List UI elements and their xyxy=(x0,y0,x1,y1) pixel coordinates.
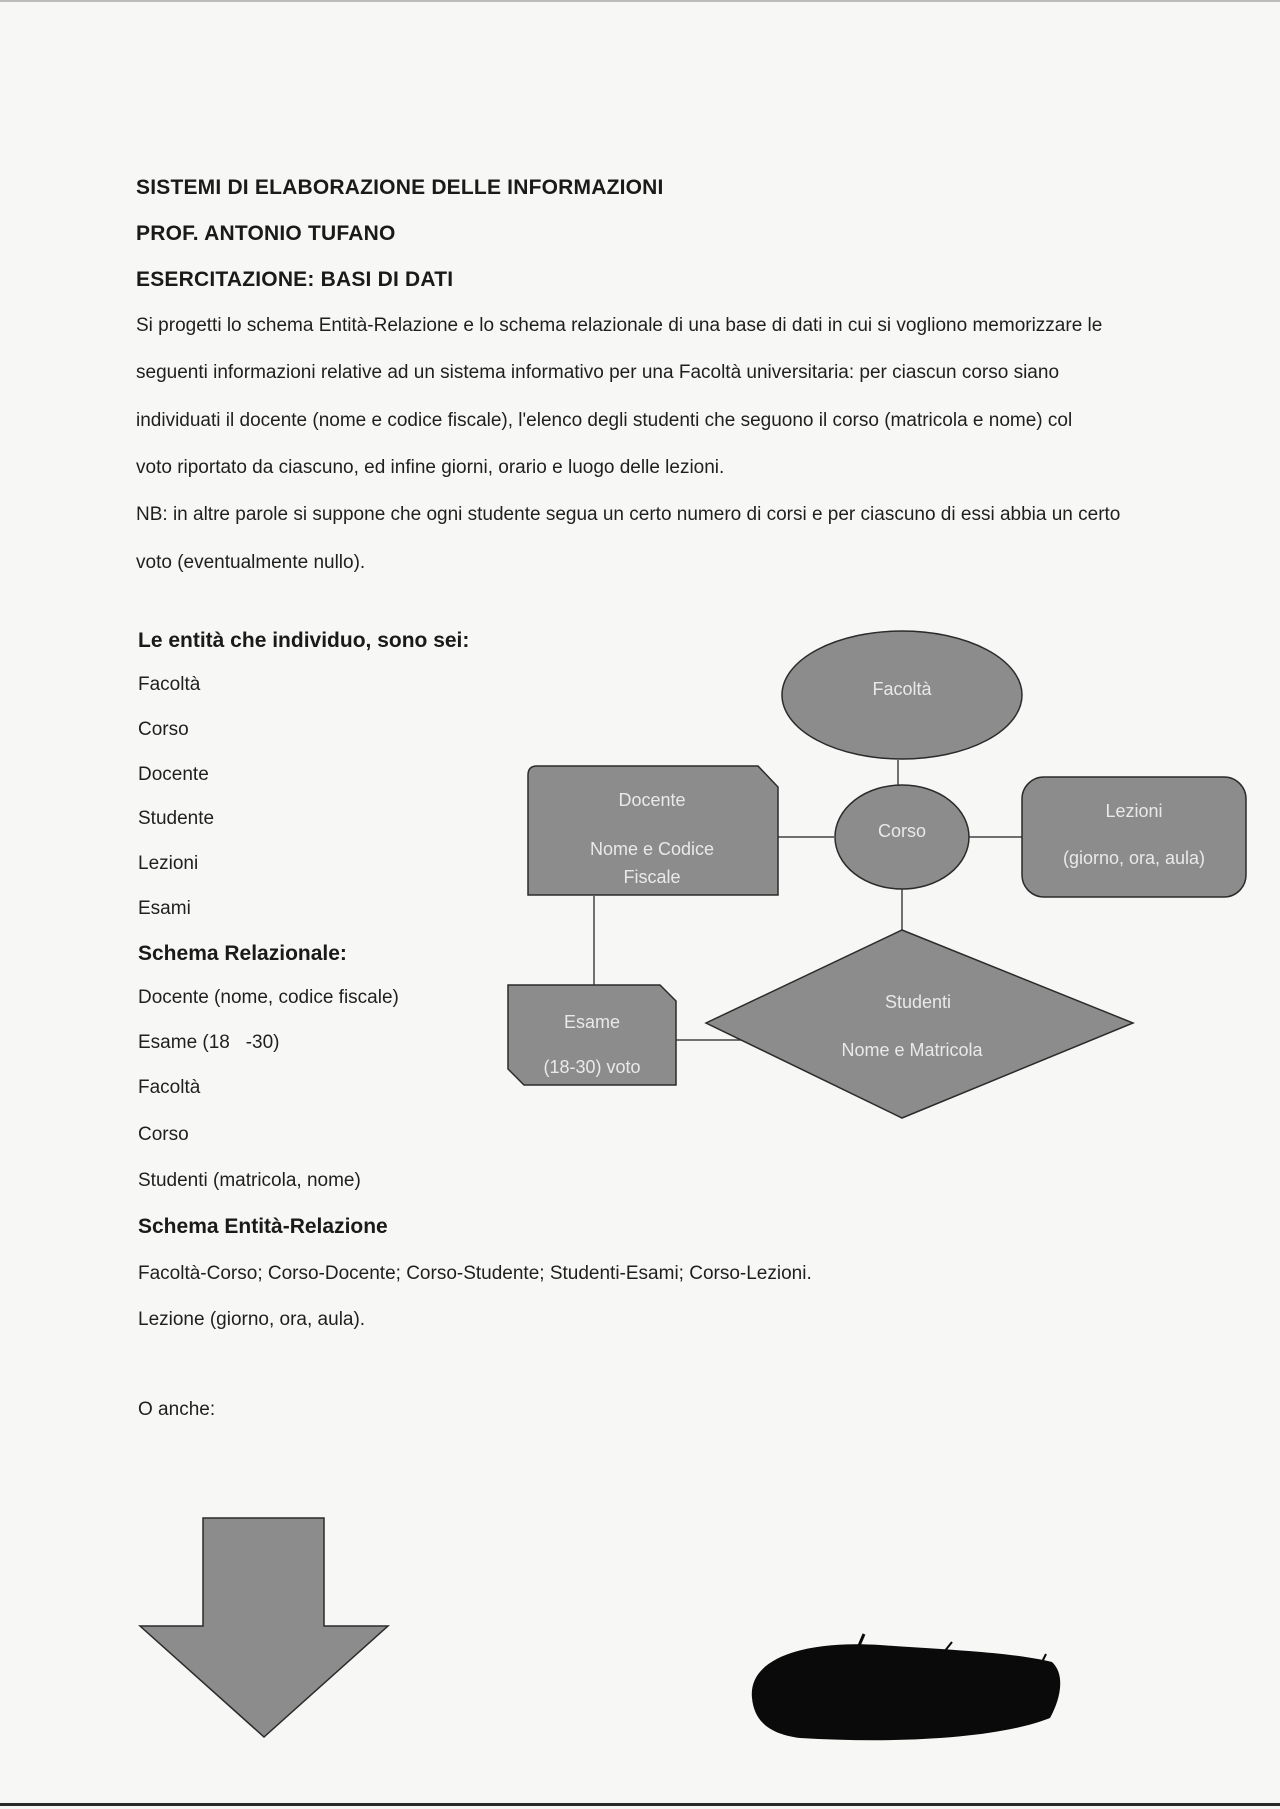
alternative-label: O anche: xyxy=(138,1399,216,1420)
studenti-shape xyxy=(706,930,1133,1118)
docente-attribute: Fiscale xyxy=(623,867,681,887)
relational-item: Esame (18 -30) xyxy=(138,1032,280,1053)
page-bottom-edge xyxy=(0,1803,1280,1806)
course-title: SISTEMI DI ELABORAZIONE DELLE INFORMAZIONI xyxy=(136,176,664,199)
relational-item: Docente (nome, codice fiscale) xyxy=(138,987,399,1008)
studenti-attribute: Nome e Matricola xyxy=(841,1040,983,1060)
er-schema-title: Schema Entità-Relazione xyxy=(138,1215,388,1238)
nb-line: NB: in altre parole si suppone che ogni studente segua un certo numero di corsi e per ciascuno di essi abbia un certo xyxy=(136,504,1121,525)
lezioni-shape xyxy=(1022,777,1246,897)
er-lesson: Lezione (giorno, ora, aula). xyxy=(138,1309,366,1330)
entity-item: Esami xyxy=(138,898,191,919)
redaction-mark xyxy=(752,1644,1060,1740)
lezioni-title: Lezioni xyxy=(1105,801,1163,821)
studenti-title: Studenti xyxy=(884,992,952,1012)
esame-attribute: (18-30) voto xyxy=(543,1057,641,1077)
esame-title: Esame xyxy=(563,1012,621,1032)
intro-line: voto riportato da ciascuno, ed infine giorni, orario e luogo delle lezioni. xyxy=(136,457,725,478)
down-arrow-icon xyxy=(140,1518,388,1737)
intro-line: Si progetti lo schema Entità-Relazione e lo schema relazionale di una base di dati in cui si vogliono memorizzare le xyxy=(136,315,1103,336)
facolta-label: Facoltà xyxy=(872,679,932,699)
entity-item: Corso xyxy=(138,719,189,740)
entity-item: Facoltà xyxy=(138,674,201,695)
intro-line: individuati il docente (nome e codice fiscale), l'elenco degli studenti che seguono il corso (matricola e nome) col xyxy=(136,410,1073,431)
entities-title: Le entità che individuo, sono sei: xyxy=(138,629,470,652)
nb-line: voto (eventualmente nullo). xyxy=(136,552,366,573)
er-relations: Facoltà-Corso; Corso-Docente; Corso-Studente; Studenti-Esami; Corso-Lezioni. xyxy=(138,1263,812,1284)
entity-item: Docente xyxy=(138,764,209,785)
relational-item: Facoltà xyxy=(138,1077,201,1098)
docente-title: Docente xyxy=(618,790,686,810)
entity-item: Lezioni xyxy=(138,853,199,874)
docente-attribute: Nome e Codice xyxy=(589,839,715,859)
relational-schema-title: Schema Relazionale: xyxy=(138,942,347,965)
professor-name: PROF. ANTONIO TUFANO xyxy=(136,222,396,245)
corso-label: Corso xyxy=(877,821,927,841)
exercise-title: ESERCITAZIONE: BASI DI DATI xyxy=(136,268,454,291)
relational-item: Corso xyxy=(138,1124,189,1145)
relational-item: Studenti (matricola, nome) xyxy=(138,1170,361,1191)
lezioni-attribute: (giorno, ora, aula) xyxy=(1062,848,1206,868)
intro-line: seguenti informazioni relative ad un sistema informativo per una Facoltà universitaria: per ciascun corso siano xyxy=(136,362,1060,383)
entity-item: Studente xyxy=(138,808,215,829)
